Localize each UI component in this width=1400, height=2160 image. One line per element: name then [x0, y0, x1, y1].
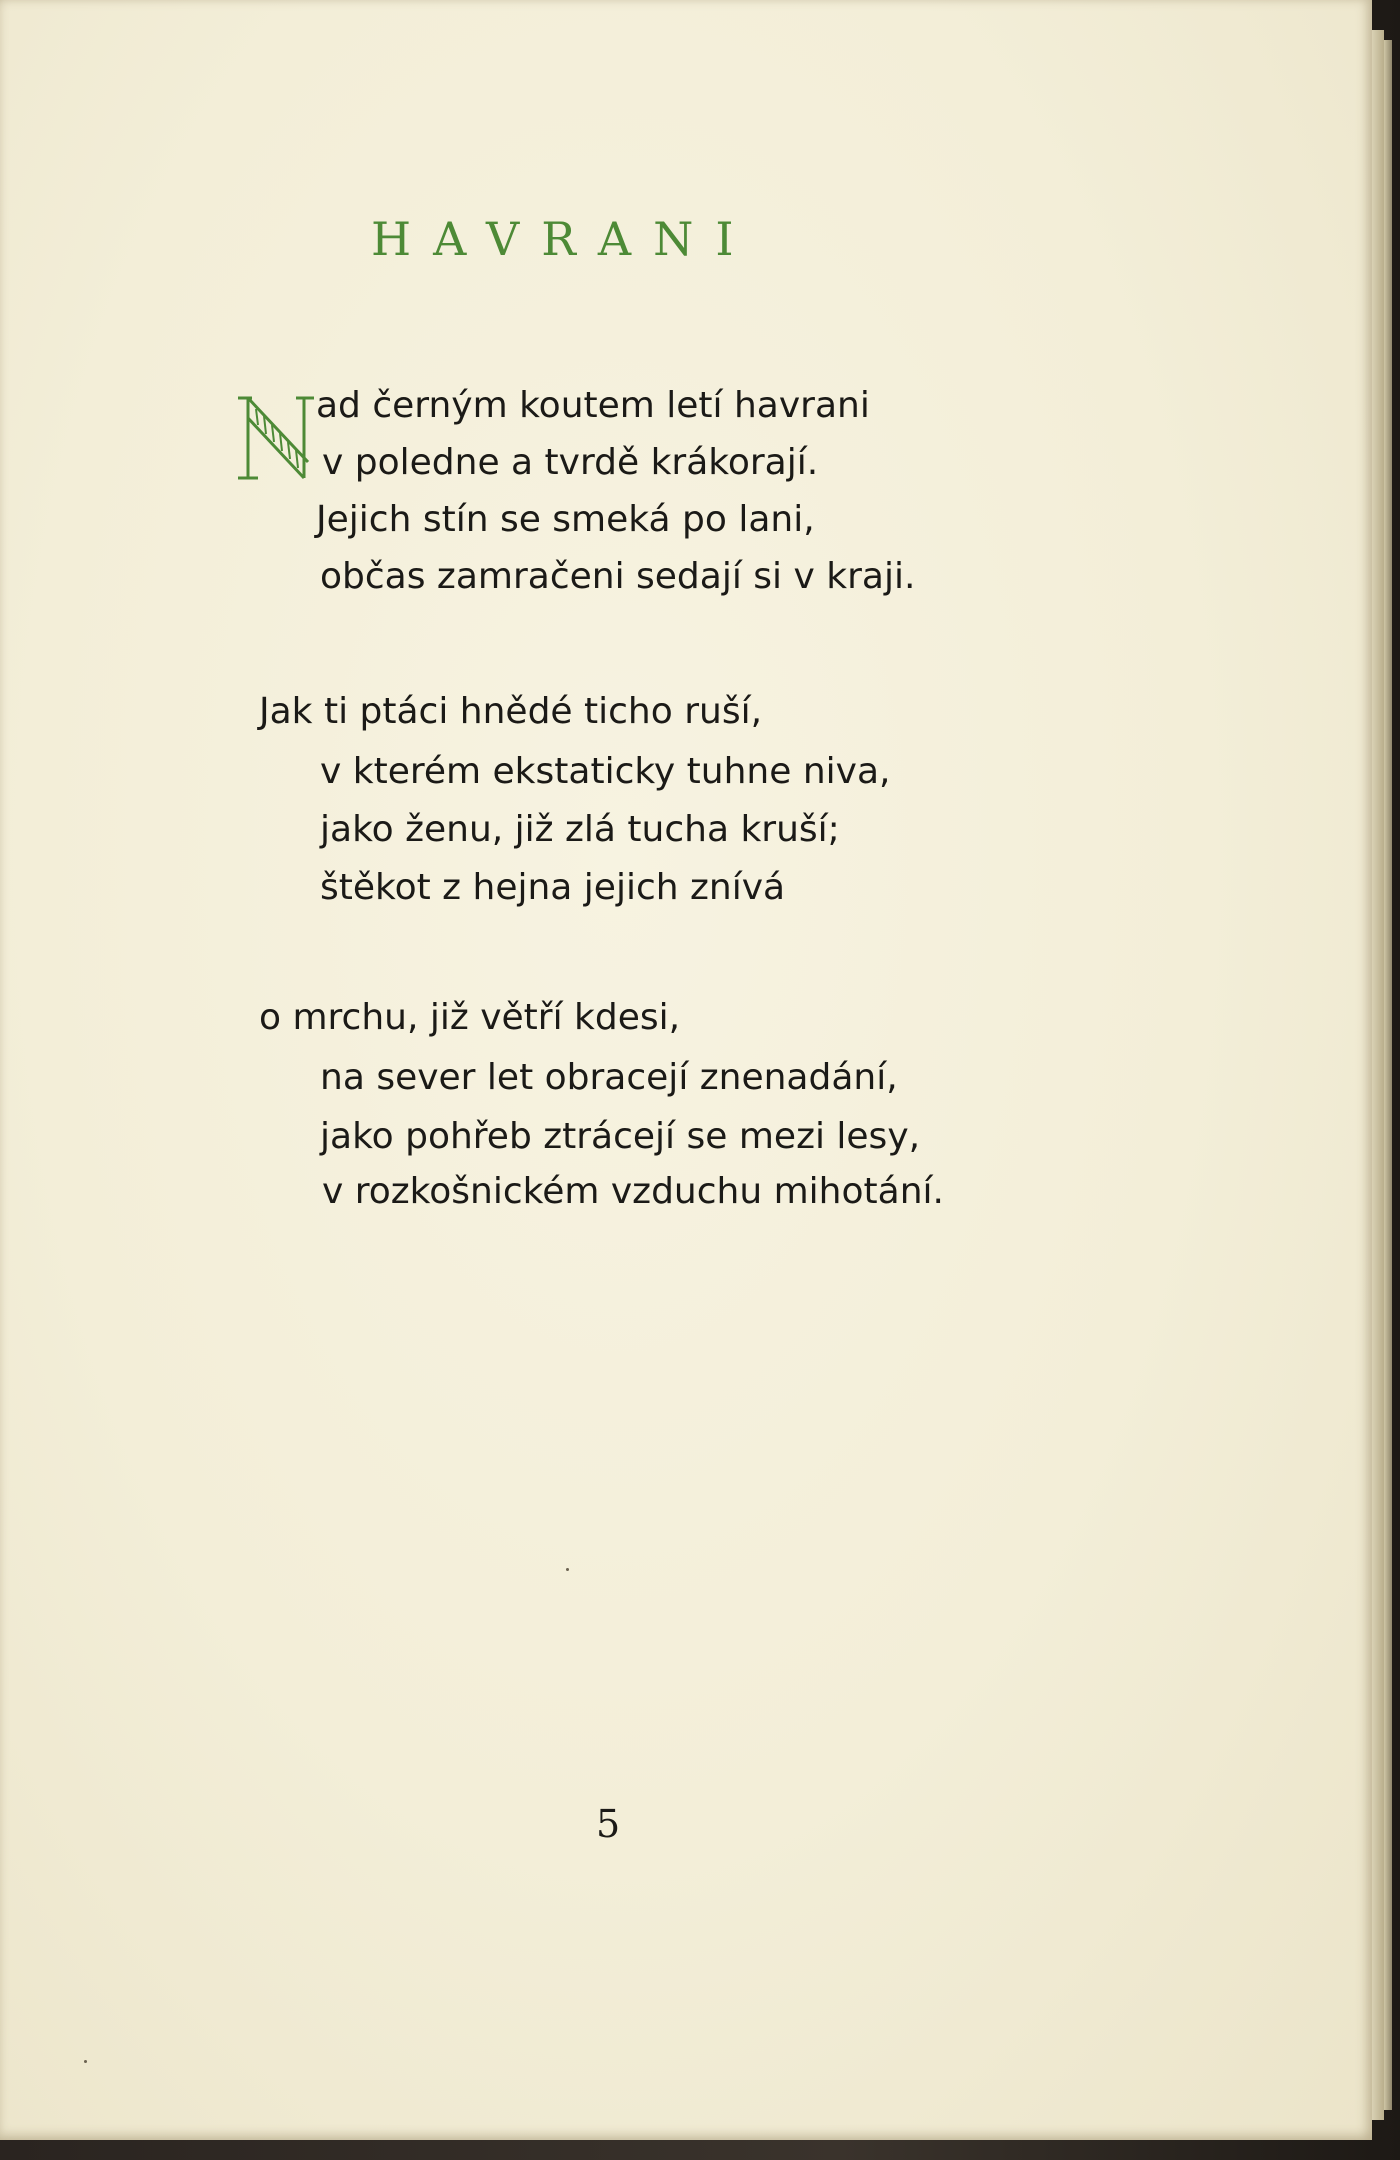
page-number: 5 [596, 1802, 621, 1846]
poem-line: občas zamračeni sedají si v kraji. [320, 556, 916, 597]
poem-line: v kterém ekstaticky tuhne niva, [320, 751, 891, 792]
poem-title: HAVRANI [371, 212, 756, 266]
poem-line: v poledne a tvrdě krákorají. [322, 442, 819, 483]
poem-line: jako ženu, již zlá tucha kruší; [320, 809, 840, 850]
page-edge-back [1384, 40, 1392, 2110]
poem-line: v rozkošnickém vzduchu mihotání. [322, 1171, 944, 1212]
ornamental-n-initial-icon [234, 392, 324, 484]
page-edge [1372, 30, 1384, 2120]
paper-speck [84, 2060, 87, 2063]
poem-line: na sever let obracejí znenadání, [320, 1057, 898, 1098]
poem-line: Jak ti ptáci hnědé ticho ruší, [259, 691, 763, 732]
paper-speck [566, 1568, 569, 1571]
poem-line: ad černým koutem letí havrani [316, 385, 870, 426]
poem-line: o mrchu, již větří kdesi, [259, 997, 681, 1038]
poem-line: jako pohřeb ztrácejí se mezi lesy, [320, 1116, 921, 1157]
poem-line: Jejich stín se smeká po lani, [316, 499, 815, 540]
poem-line: štěkot z hejna jejich znívá [320, 867, 786, 908]
